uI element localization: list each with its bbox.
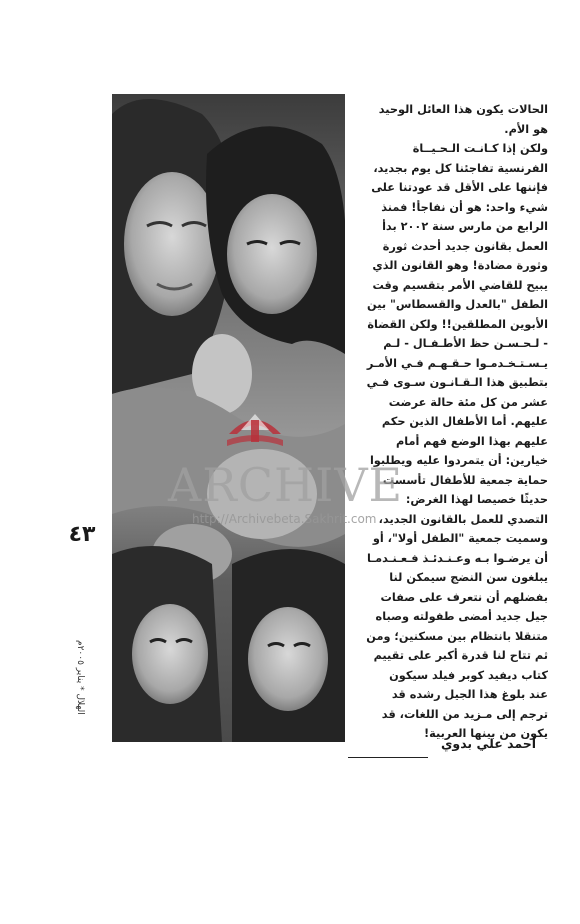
article-line: شيء واحد: هو أن نفاجأ! فمنذ: [381, 200, 548, 214]
article-line: حديثًا خصيصا لهذا الغرض:: [405, 493, 548, 506]
article-line: يبيح للقاضي الأمر بتقسيم وقت: [372, 278, 548, 292]
article-line: ترجم إلى مـزيد من اللغات، قد: [381, 707, 548, 721]
page-number: ٤٣: [68, 522, 96, 547]
article-line: الحالات يكون هذا العائل الوحيد: [378, 103, 548, 116]
author-name: أحمد علي بدوي: [440, 736, 536, 751]
author-underline: [348, 757, 428, 758]
article-line: عليهم. أما الأطفال الذين حكم: [381, 415, 548, 428]
article-line: وثورة مضادة! وهو القانون الذي: [372, 259, 548, 272]
article-line: جيل جديد أمضى طفولته وصباه: [375, 610, 548, 623]
article-line: الطفل "بالعدل والقسطاس" بين: [367, 298, 548, 311]
article-line: يكون من بينها العربية!: [423, 727, 548, 740]
article-line: عليهم بهذا الوضع فهم أمام: [395, 434, 548, 448]
article-line: عشر من كل مئة حالة عرضت: [388, 395, 548, 409]
article-line: كتاب ديفيد كوبر فيلد سيكون: [389, 668, 548, 682]
article-line: يـسـتـخـدمـوا حـقـهـم فـي الأمـر: [366, 356, 548, 370]
article-line: أن يرضـوا بـه وعـنـدئـذ فـعـنـدمـا: [366, 551, 548, 565]
article-line: حماية جمعية للأطفال تأسست: [382, 473, 548, 487]
article-line: - لـحـسـن حظ الأطـفـال - لـم: [383, 337, 548, 350]
article-line: فإننها على الأقل قد عودتنا على: [371, 181, 548, 194]
article-line: وسميت جمعية "الطفل أولا"، أو: [372, 532, 548, 545]
article-line: الرابع من مارس سنة ٢٠٠٢ بدأ: [382, 220, 548, 233]
article-line: ولكن إذا كـانـت الـحـيــاة: [412, 142, 548, 155]
article-body: [348, 100, 548, 744]
article-line: التصدي للعمل بالقانون الجديد،: [378, 512, 548, 526]
article-line: يبلغون سن النضج سيمكن لنا: [389, 571, 548, 584]
article-line: العمل بقانون جديد أحدث ثورة: [382, 239, 548, 253]
article-line: ثم تتاح لنا قدرة أكبر على تقييم: [373, 649, 548, 662]
article-line: متنقلا بانتظام بين مسكنين؛ ومن: [366, 629, 548, 643]
article-line: بتطبيق هذا الـقـانـون سـوى فـي: [366, 376, 548, 389]
article-line: عند بلوغ هذا الجيل رشده قد: [391, 688, 548, 701]
article-line: هو الأم.: [504, 122, 548, 136]
issue-caption: الهلال * يناير ٢٠٠٥م: [75, 640, 85, 715]
article-line: الأبوين المطلقين!! ولكن القضاة: [367, 317, 548, 331]
watermark-text: ARCHIVE: [168, 458, 404, 512]
article-line: بفضلهم أن نتعرف على صفات: [380, 590, 548, 604]
article-line: خيارين: أن يتمردوا عليه ويطلبوا: [369, 454, 548, 467]
archive-logo-icon: [223, 400, 287, 454]
article-line: الفرنسية تفاجئنا كل يوم بجديد،: [373, 161, 548, 175]
watermark-url: http://Archivebeta.Sakhrit.com: [192, 512, 377, 526]
